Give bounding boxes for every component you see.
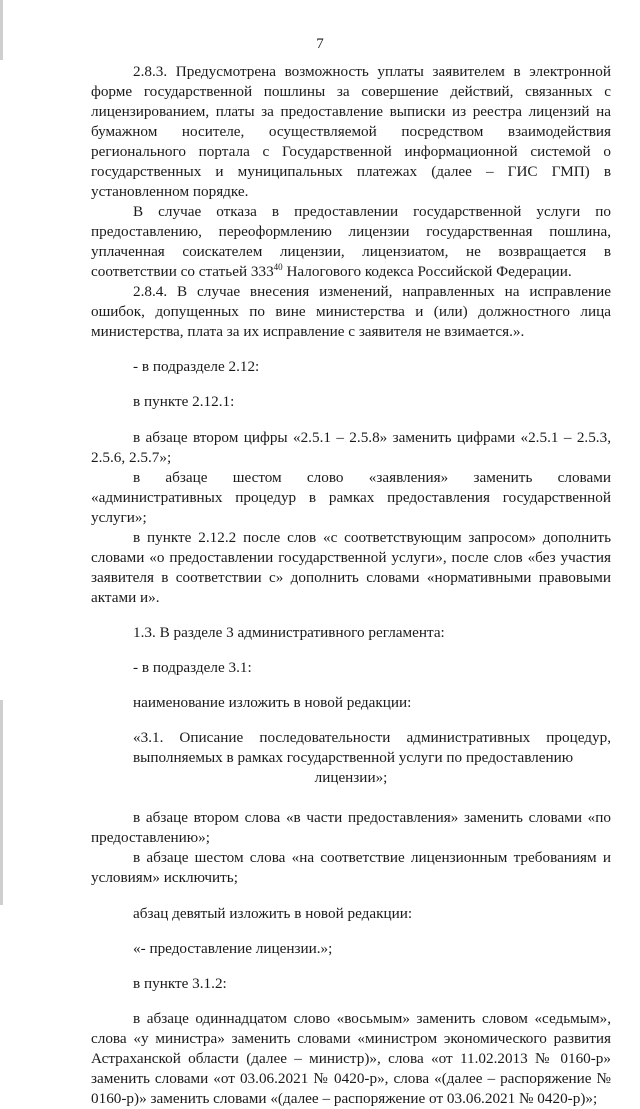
section-heading: 1.3. В разделе 3 административного регламента: xyxy=(133,623,445,641)
list-item: - в подразделе 2.12: xyxy=(133,358,260,376)
paragraph-2-12-1-a6: в абзаце шестом слово «заявления» заменить словами «административных процедур в рамках предоставления государственной услуги»; xyxy=(91,468,611,526)
page-number: 7 xyxy=(316,36,324,52)
quoted-title-end: лицензии»; xyxy=(314,769,388,787)
article-superscript: 40 xyxy=(273,261,283,272)
list-item: наименование изложить в новой редакции: xyxy=(133,694,412,712)
list-item: в пункте 2.12.1: xyxy=(133,393,235,411)
list-item: - в подразделе 3.1: xyxy=(133,658,252,676)
paragraph-3-1-2-a11: в абзаце одиннадцатом слово «восьмым» заменить словом «седьмым», слова «у министра» заменить словами «министром экономического развития Астраханской области (далее – министр)», слова «от 11.02.2013 № 0160-р» заменить словами «от 03.06.2021 № 0420-р», слова «(далее – распоряжение № 0160-р)» заменить словами «(далее – распоряжение от 03.06.2021 № 0420-р)»; xyxy=(91,1010,611,1108)
list-item: в пункте 3.1.2: xyxy=(133,974,227,992)
paragraph-2-12-2: в пункте 2.12.2 после слов «с соответствующим запросом» дополнить словами «о предоставлении государственной услуги», после слов «без участия заявителя в соответствии с» дополнить словами «нормативными правовыми актами и». xyxy=(91,528,611,606)
paragraph-3-1-a2: в абзаце втором слова «в части предоставления» заменить словами «по предоставлению»; xyxy=(91,809,611,847)
quoted-title: «3.1. Описание последовательности административных процедур, выполняемых в рамках государственной услуги по предоставлению xyxy=(133,729,611,767)
paragraph-2-8-4: 2.8.4. В случае внесения изменений, направленных на исправление ошибок, допущенных по вине министерства и (или) должностного лица министерства, плата за их исправление с заявителя не взимается.». xyxy=(91,283,611,340)
paragraph-3-1-a6: в абзаце шестом слова «на соответствие лицензионным требованиям и условиям» исключить; xyxy=(91,849,611,887)
list-item: «- предоставление лицензии.»; xyxy=(133,939,333,957)
list-item: абзац девятый изложить в новой редакции: xyxy=(133,904,413,922)
document-body xyxy=(91,62,611,1109)
paragraph-2-12-1-a2: в абзаце втором цифры «2.5.1 – 2.5.8» заменить цифрами «2.5.1 – 2.5.3, 2.5.6, 2.5.7»; xyxy=(91,428,611,466)
paragraph-2-8-3: 2.8.3. Предусмотрена возможность уплаты заявителем в электронной форме государственной пошлины за совершение действий, связанных с лицензированием, платы за предоставление выписки из реестра лицензий на бумажном носителе, осуществляемой посредством взаимодействия регионального портала с Государственной информационной системой о государственных и муниципальных платежах (далее – ГИС ГМП) в установленном порядке. xyxy=(91,63,611,200)
scan-edge xyxy=(0,700,3,905)
paragraph-refund: В случае отказа в предоставлении государственной услуги по предоставлению, переоформлению лицензии государственная пошлина, уплаченная соискателем лицензии, лицензиатом, не возвращается в соответствии со статьей $333^{40}$ Налогового кодекса Российской Федерации. xyxy=(91,203,611,280)
